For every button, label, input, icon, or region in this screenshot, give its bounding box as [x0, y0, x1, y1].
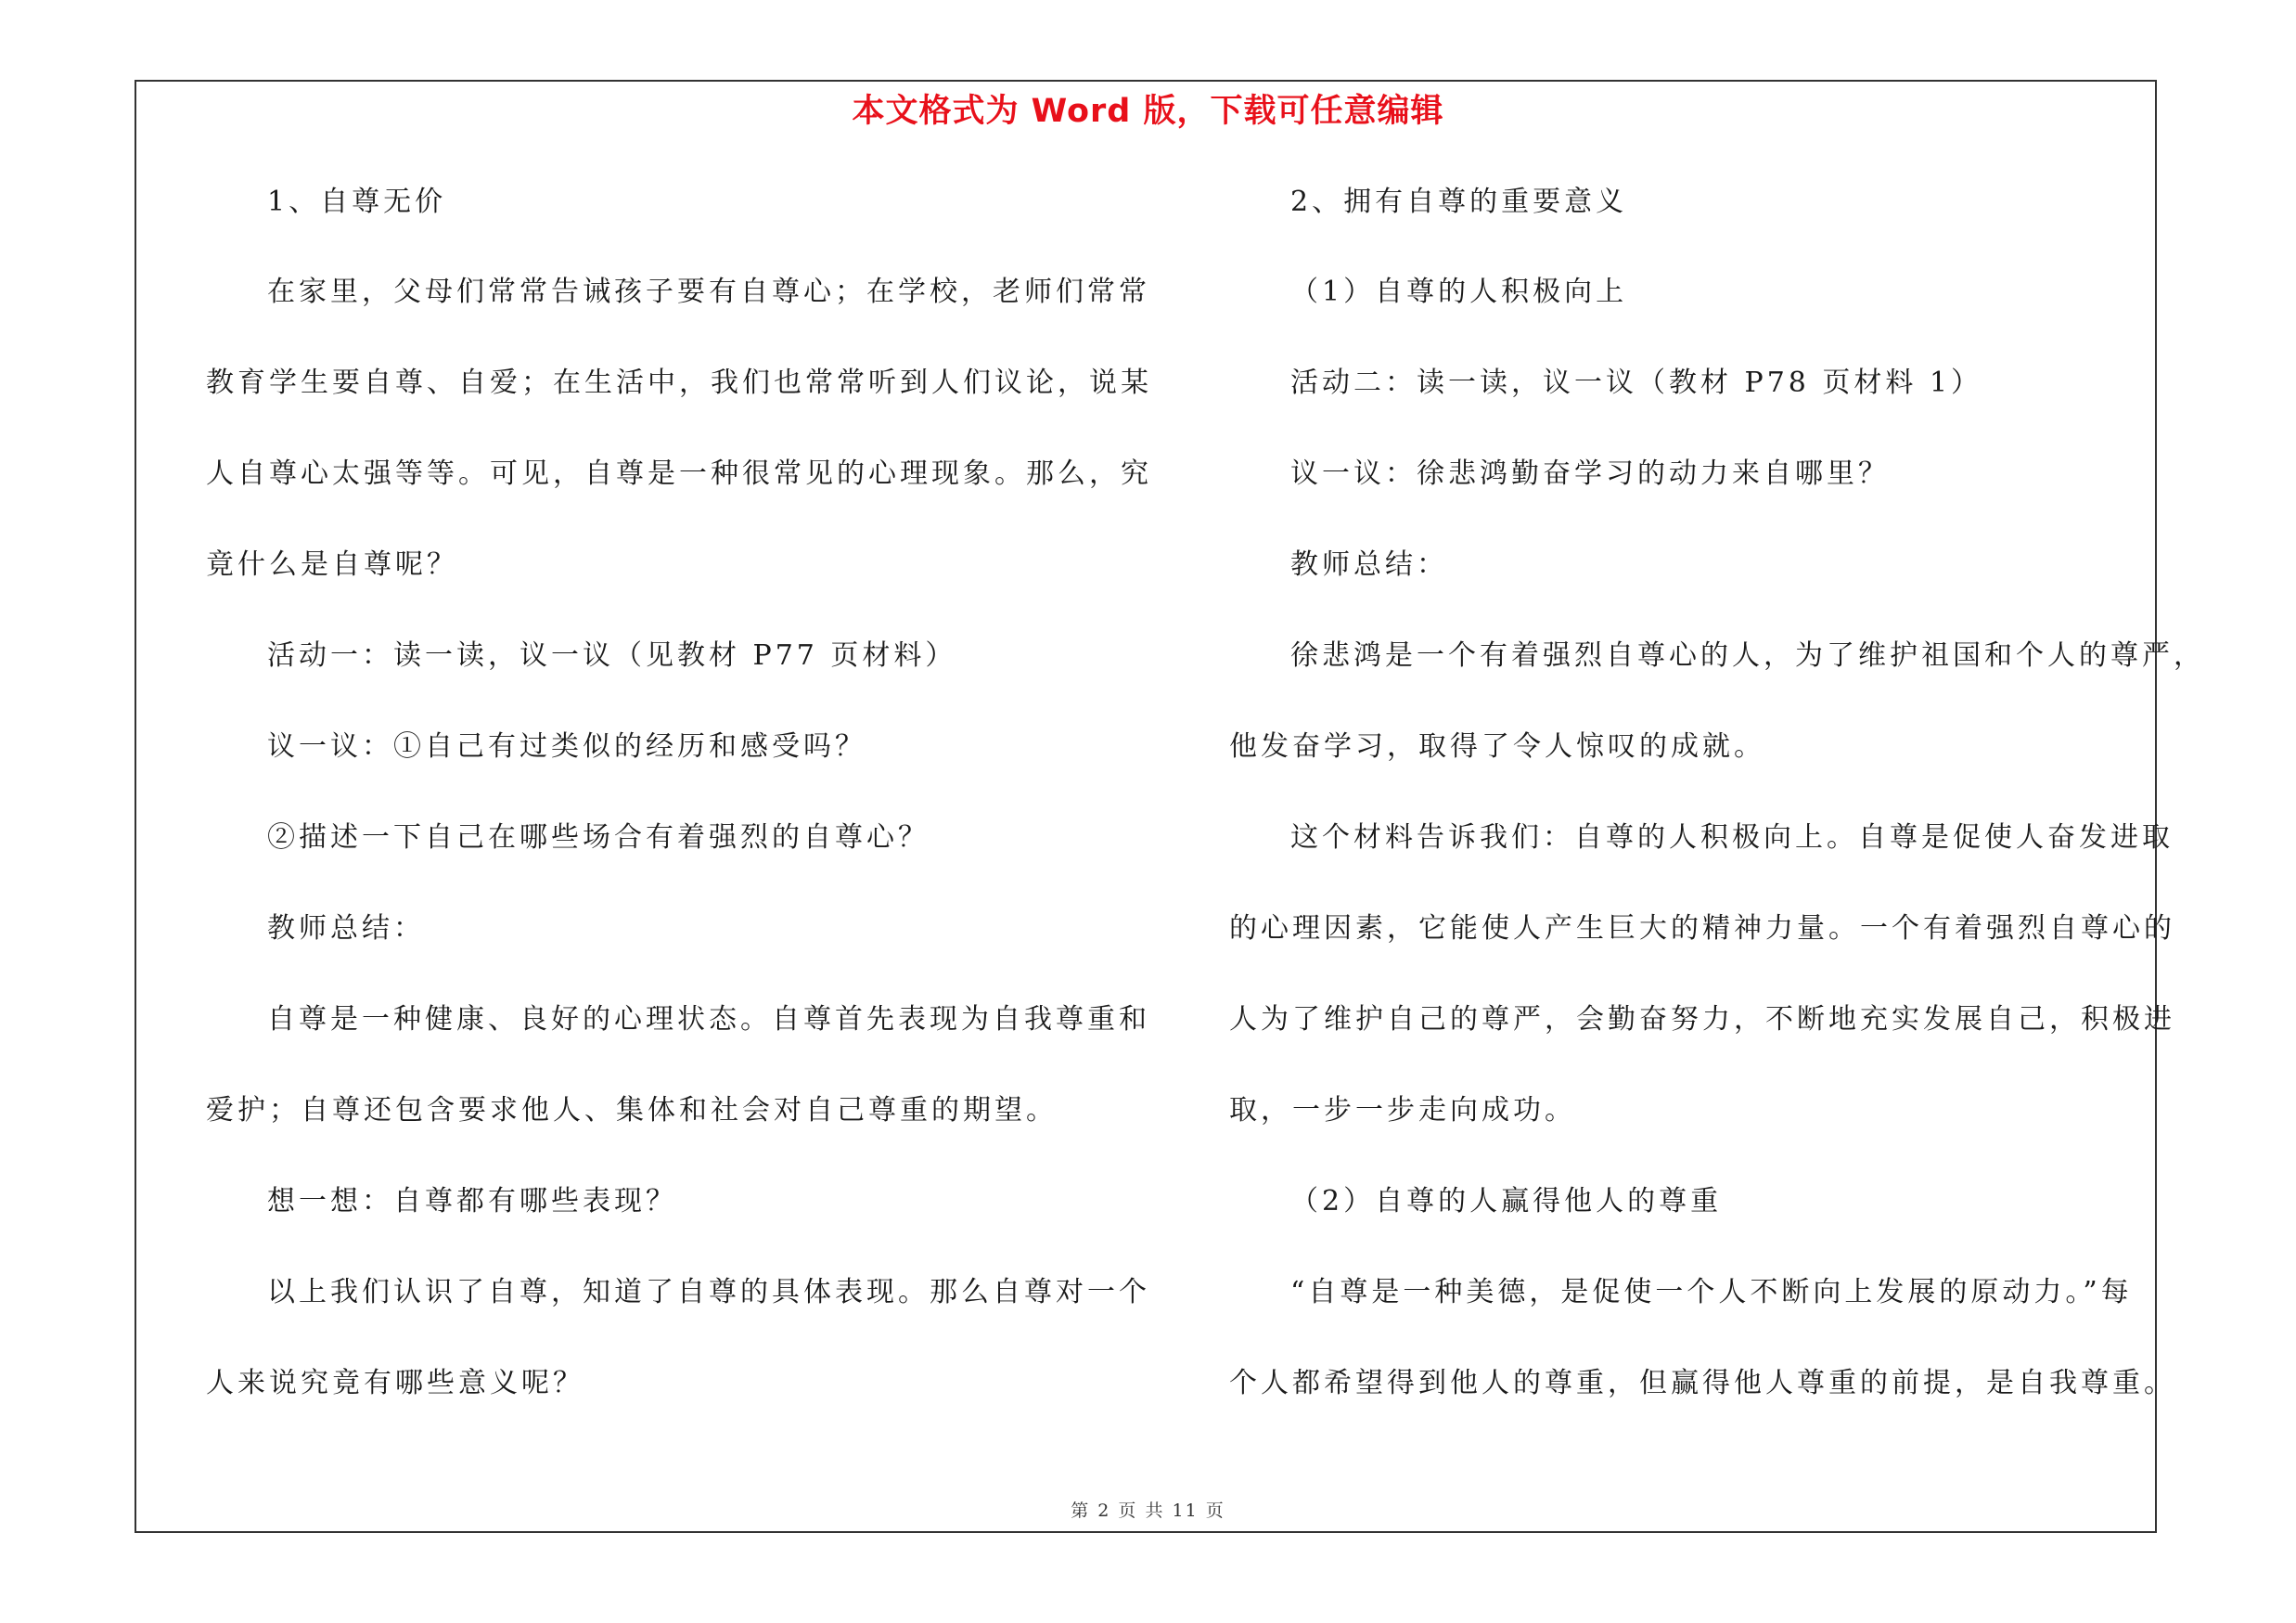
think-question: 想一想：自尊都有哪些表现？: [267, 1185, 677, 1217]
paragraph-line: 竟什么是自尊呢？: [206, 548, 458, 581]
discussion-question-1: 议一议：①自己有过类似的经历和感受吗？: [267, 730, 866, 763]
paragraph-line: 人自尊心太强等等。可见，自尊是一种很常见的心理现象。那么，究: [206, 457, 1152, 490]
activity-two: 活动二：读一读，议一议（教材 P78 页材料 1）: [1290, 367, 1983, 399]
format-banner: 本文格式为 Word 版，下载可任意编辑: [852, 93, 1444, 130]
paragraph-line: 人为了维护自己的尊严，会勤奋努力，不断地充实发展自己，积极进: [1229, 1003, 2175, 1036]
paragraph-line: 取，一步一步走向成功。: [1229, 1094, 1576, 1127]
paragraph-line: 自尊是一种健康、良好的心理状态。自尊首先表现为自我尊重和: [267, 1003, 1150, 1036]
paragraph-line: 他发奋学习，取得了令人惊叹的成就。: [1229, 730, 1765, 763]
paragraph-line: “自尊是一种美德，是促使一个人不断向上发展的原动力。”每: [1290, 1276, 2133, 1308]
subheading-respect: （2）自尊的人赢得他人的尊重: [1290, 1185, 1723, 1217]
heading-importance: 2、拥有自尊的重要意义: [1290, 186, 1628, 218]
paragraph-line: 这个材料告诉我们：自尊的人积极向上。自尊是促使人奋发进取: [1290, 821, 2174, 854]
discussion-question-2: ②描述一下自己在哪些场合有着强烈的自尊心？: [267, 821, 930, 854]
teacher-summary-label: 教师总结：: [1290, 548, 1448, 581]
subheading-positive: （1）自尊的人积极向上: [1290, 276, 1628, 308]
paragraph-line: 的心理因素，它能使人产生巨大的精神力量。一个有着强烈自尊心的: [1229, 912, 2175, 945]
paragraph-line: 徐悲鸿是一个有着强烈自尊心的人，为了维护祖国和个人的尊严，: [1290, 639, 2205, 672]
paragraph-line: 教育学生要自尊、自爱；在生活中，我们也常常听到人们议论，说某: [206, 367, 1152, 399]
page-number-footer: 第 2 页 共 11 页: [1071, 1501, 1225, 1521]
paragraph-line: 个人都希望得到他人的尊重，但赢得他人尊重的前提，是自我尊重。: [1229, 1367, 2175, 1399]
paragraph-line: 在家里，父母们常常告诫孩子要有自尊心；在学校，老师们常常: [267, 276, 1150, 308]
heading-self-esteem-priceless: 1、自尊无价: [267, 186, 447, 218]
paragraph-line: 以上我们认识了自尊，知道了自尊的具体表现。那么自尊对一个: [267, 1276, 1150, 1308]
teacher-summary-label: 教师总结：: [267, 912, 425, 945]
discussion-question: 议一议：徐悲鸿勤奋学习的动力来自哪里？: [1290, 457, 1890, 490]
paragraph-line: 人来说究竟有哪些意义呢？: [206, 1367, 584, 1399]
activity-one: 活动一：读一读，议一议（见教材 P77 页材料）: [267, 639, 957, 672]
paragraph-line: 爱护；自尊还包含要求他人、集体和社会对自己尊重的期望。: [206, 1094, 1058, 1127]
